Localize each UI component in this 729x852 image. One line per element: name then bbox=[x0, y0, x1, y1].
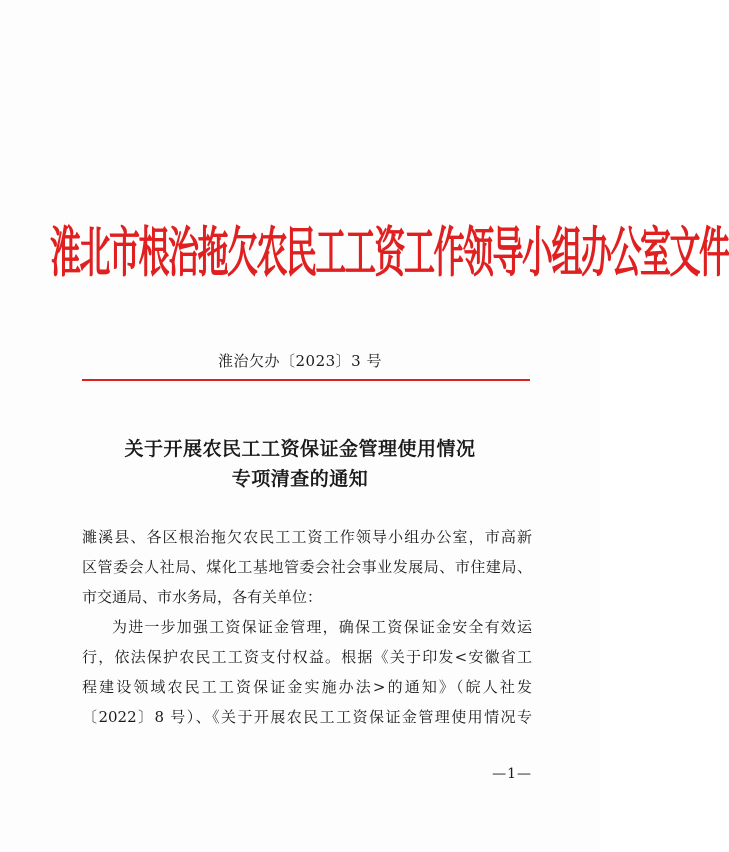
issuing-authority-header: 淮北市根治拖欠农民工工资工作领导小组办公室文件 bbox=[50, 222, 729, 285]
red-separator-line bbox=[82, 379, 530, 381]
notice-title-line-1: 关于开展农民工工资保证金管理使用情况 bbox=[124, 438, 476, 460]
notice-body bbox=[82, 522, 532, 732]
recipients-line-1: 濉溪县、各区根治拖欠农民工工资工作领导小组办公室，市高新 bbox=[82, 528, 532, 546]
notice-title-line-2: 专项清查的通知 bbox=[231, 468, 369, 490]
paragraph-line-4: 〔2022〕8 号）、《关于开展农民工工资保证金管理使用情况专 bbox=[82, 708, 532, 726]
paragraph-line-2: 行，依法保护农民工工资支付权益。根据《关于印发<安徽省工 bbox=[82, 648, 532, 666]
recipients-line-2: 区管委会人社局、煤化工基地管委会社会事业发展局、市住建局、 bbox=[82, 558, 532, 576]
recipients-line-3: 市交通局、市水务局，各有关单位： bbox=[82, 588, 323, 606]
paragraph-line-1: 为进一步加强工资保证金管理，确保工资保证金安全有效运 bbox=[112, 618, 532, 636]
document-number: 淮治欠办〔2023〕3 号 bbox=[218, 352, 382, 370]
paragraph-line-3: 程建设领域农民工工资保证金实施办法>的通知》（皖人社发 bbox=[82, 678, 532, 696]
page-number: —1— bbox=[492, 766, 532, 782]
notice-title bbox=[0, 434, 600, 494]
